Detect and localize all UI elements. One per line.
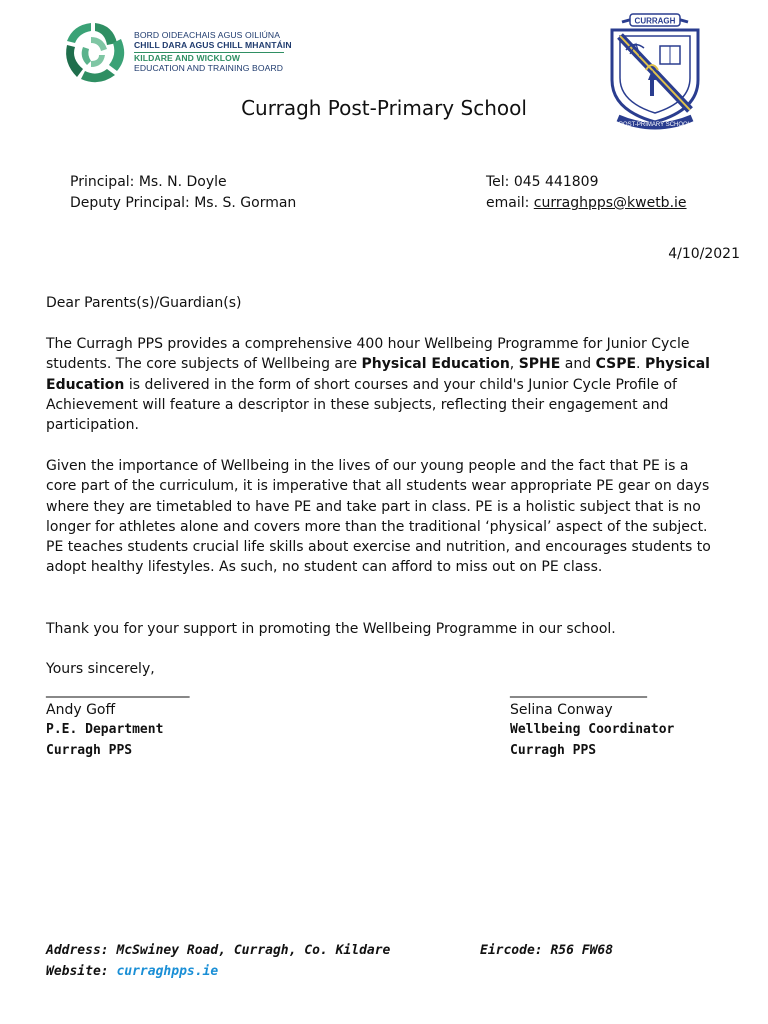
para1-text-d: and bbox=[560, 356, 596, 373]
signatory-right-role: Wellbeing Coordinator bbox=[510, 722, 675, 737]
para1-text-e: . bbox=[636, 356, 645, 373]
letter-date: 4/10/2021 bbox=[668, 246, 740, 262]
etb-divider bbox=[134, 52, 284, 53]
etb-line-english-1: KILDARE AND WICKLOW bbox=[134, 53, 241, 63]
para1-bold-pe-2: Physical Education bbox=[46, 356, 710, 393]
paragraph-thanks: Thank you for your support in promoting the Wellbeing Programme in our school. bbox=[46, 621, 616, 637]
principal-name: Ms. N. Doyle bbox=[138, 174, 227, 190]
signatory-left-name: Andy Goff bbox=[46, 702, 116, 718]
footer-website-link[interactable]: curraghpps.ie bbox=[116, 964, 219, 979]
paragraph-pe-importance: Given the importance of Wellbeing in the lives of our young people and the fact that PE is a core part of the curriculum, it is imperative that all students wear appropriate PE gear on days where they are timetabled to have PE and take part in class. PE is a holistic subject that is no longer for athletes alone and covers more than the traditional ‘physical’ aspect of the subject. PE teaches students crucial life skills about exercise and nutrition, and encourages students to adopt healthy lifestyles. As such, no student can afford to miss out on PE class. bbox=[46, 458, 711, 576]
para1-text-a: The Curragh PPS provides a comprehensive 400 hour Wellbeing Programme for Junior Cycle students. The core subjects of Wellbeing are bbox=[46, 336, 690, 373]
email-label: email: bbox=[486, 195, 530, 211]
deputy-name: Ms. S. Gorman bbox=[194, 195, 297, 211]
principal-label: Principal: bbox=[70, 174, 135, 190]
footer-website bbox=[46, 961, 218, 982]
footer-eircode: Eircode: R56 FW68 bbox=[480, 943, 614, 958]
email-link[interactable]: curraghpps@kwetb.ie bbox=[533, 195, 687, 211]
etb-swirl-icon bbox=[60, 18, 130, 88]
tel-line bbox=[486, 172, 598, 192]
tel-value: 045 441809 bbox=[513, 174, 599, 190]
deputy-label: Deputy Principal: bbox=[70, 195, 190, 211]
crest-top-text: CURRAGH bbox=[634, 16, 676, 26]
deputy-principal-line bbox=[70, 193, 296, 213]
etb-line-english-2: EDUCATION AND TRAINING BOARD bbox=[134, 63, 284, 73]
closing: Yours sincerely, bbox=[46, 661, 155, 677]
para1-text-c: , bbox=[509, 356, 519, 373]
para1-bold-sphe: SPHE bbox=[518, 356, 561, 373]
email-line bbox=[486, 193, 687, 213]
tel-label: Tel: bbox=[486, 174, 510, 190]
school-title: Curragh Post-Primary School bbox=[241, 96, 527, 120]
salutation: Dear Parents(s)/Guardian(s) bbox=[46, 295, 242, 311]
footer-address: Address: McSwiney Road, Curragh, Co. Kildare bbox=[46, 943, 391, 958]
paragraph-wellbeing-programme bbox=[46, 334, 721, 435]
footer-website-label: Website: bbox=[46, 964, 117, 979]
principal-line bbox=[70, 172, 227, 192]
etb-line-irish-2: CHILL DARA AGUS CHILL MHANTÁIN bbox=[134, 40, 292, 50]
crest-bottom-text: POST-PRIMARY SCHOOL bbox=[618, 122, 692, 128]
signatory-right-name: Selina Conway bbox=[510, 702, 613, 718]
signatory-left-org: Curragh PPS bbox=[46, 743, 133, 758]
para1-text-f: is delivered in the form of short courses and your child's Junior Cycle Profile of Achievement will feature a descriptor in these subjects, reflecting their engagement and participation. bbox=[46, 376, 677, 434]
signatory-left-role: P.E. Department bbox=[46, 722, 164, 737]
para1-bold-pe: Physical Education bbox=[361, 356, 510, 373]
signature-line-left: ______________________ bbox=[46, 682, 189, 698]
para1-bold-cspe: CSPE bbox=[595, 356, 637, 373]
signature-line-right: _____________________ bbox=[510, 682, 647, 698]
signatory-right-org: Curragh PPS bbox=[510, 743, 597, 758]
etb-line-irish-1: BORD OIDEACHAIS AGUS OILIÚNA bbox=[134, 30, 281, 40]
